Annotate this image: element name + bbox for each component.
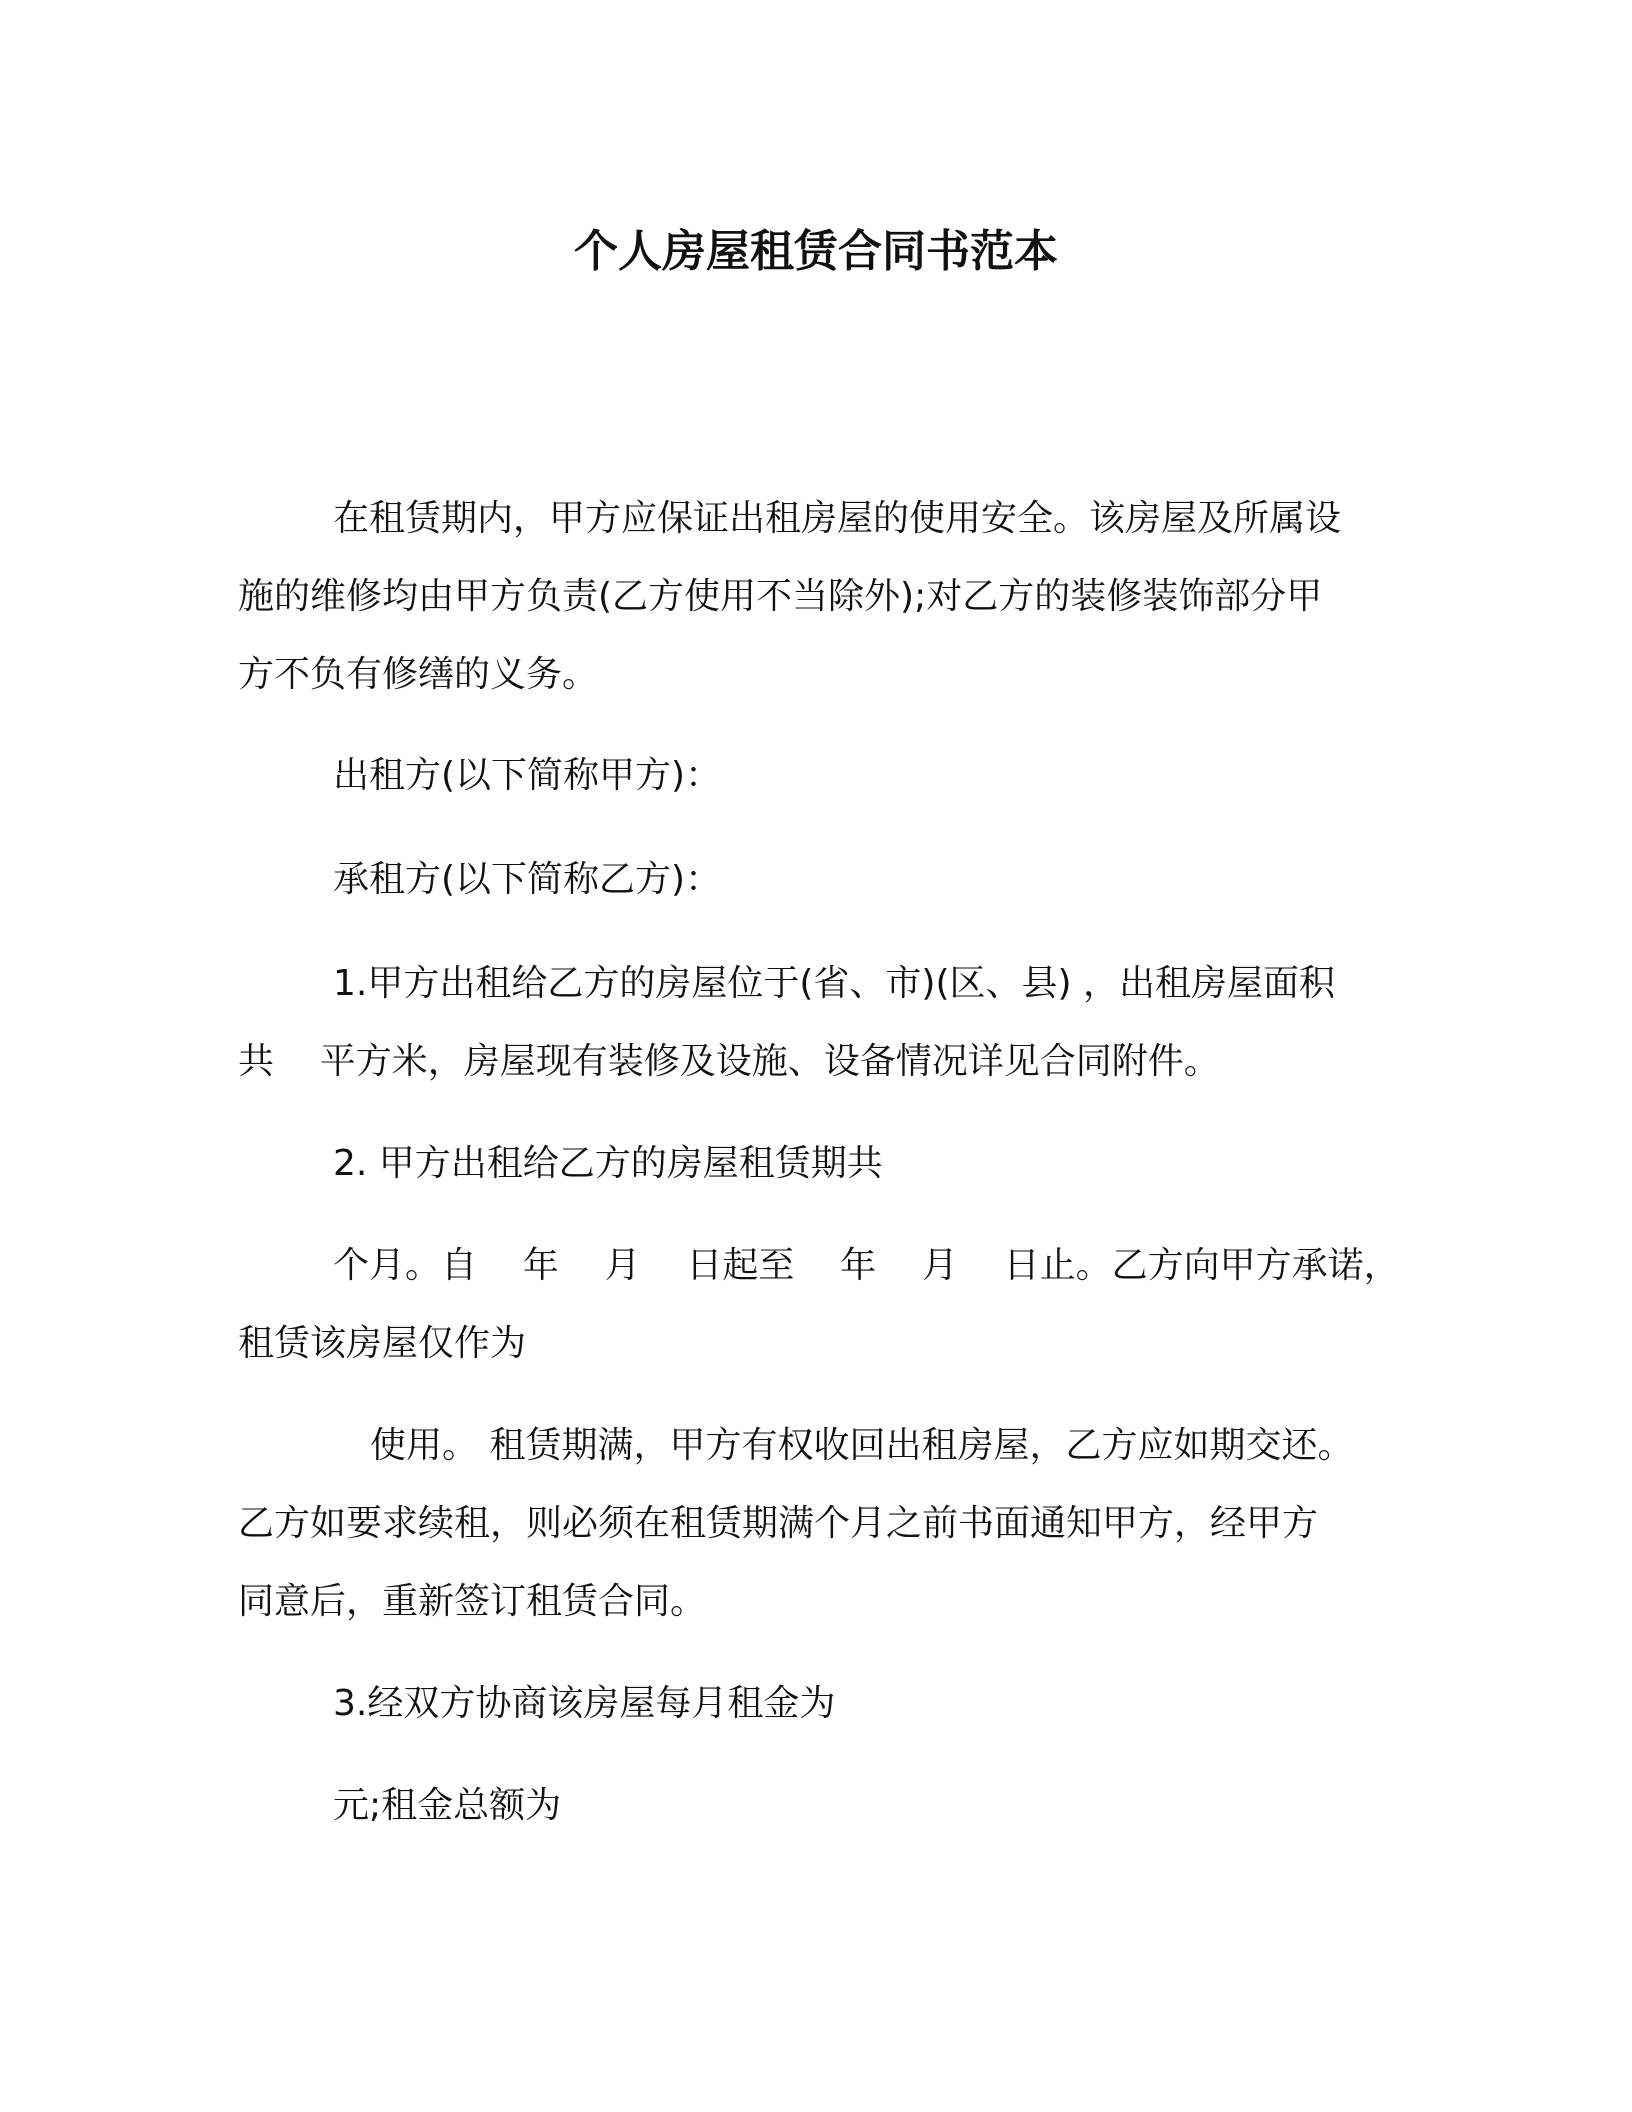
use-line-1: 使用。 租赁期满，甲方有权收回出租房屋，乙方应如期交还。: [370, 1425, 1354, 1466]
term-line-2: 租赁该房屋仅作为: [238, 1323, 527, 1364]
lessor-line: 出租方(以下简称甲方)：: [333, 755, 722, 796]
use-line-3: 同意后，重新签订租赁合同。: [238, 1581, 707, 1622]
use-line-2: 乙方如要求续租，则必须在租赁期满个月之前书面通知甲方，经甲方: [238, 1503, 1319, 1544]
clause-1-line-1: 1.甲方出租给乙方的房屋位于(省、市)(区、县) ，出租房屋面积: [333, 963, 1335, 1004]
paragraph-1-line-2: 施的维修均由甲方负责(乙方使用不当除外);对乙方的装修装饰部分甲: [238, 576, 1323, 617]
clause-1-line-2: 共 平方米，房屋现有装修及设施、设备情况详见合同附件。: [238, 1041, 1220, 1082]
paragraph-1-line-3: 方不负有修缮的义务。: [238, 654, 599, 695]
clause-2-line-1: 2. 甲方出租给乙方的房屋租赁期共: [333, 1143, 883, 1184]
clause-3-line-1: 3.经双方协商该房屋每月租金为: [333, 1683, 836, 1724]
term-line-1: 个月。自 年 月 日起至 年 月 日止。乙方向甲方承诺，: [333, 1245, 1400, 1286]
lessee-line: 承租方(以下简称乙方)：: [333, 859, 722, 900]
paragraph-1-line-1: 在租赁期内，甲方应保证出租房屋的使用安全。该房屋及所属设: [333, 498, 1342, 539]
document-title: 个人房屋租赁合同书范本: [574, 226, 1058, 277]
rent-total-line: 元;租金总额为: [333, 1785, 562, 1826]
